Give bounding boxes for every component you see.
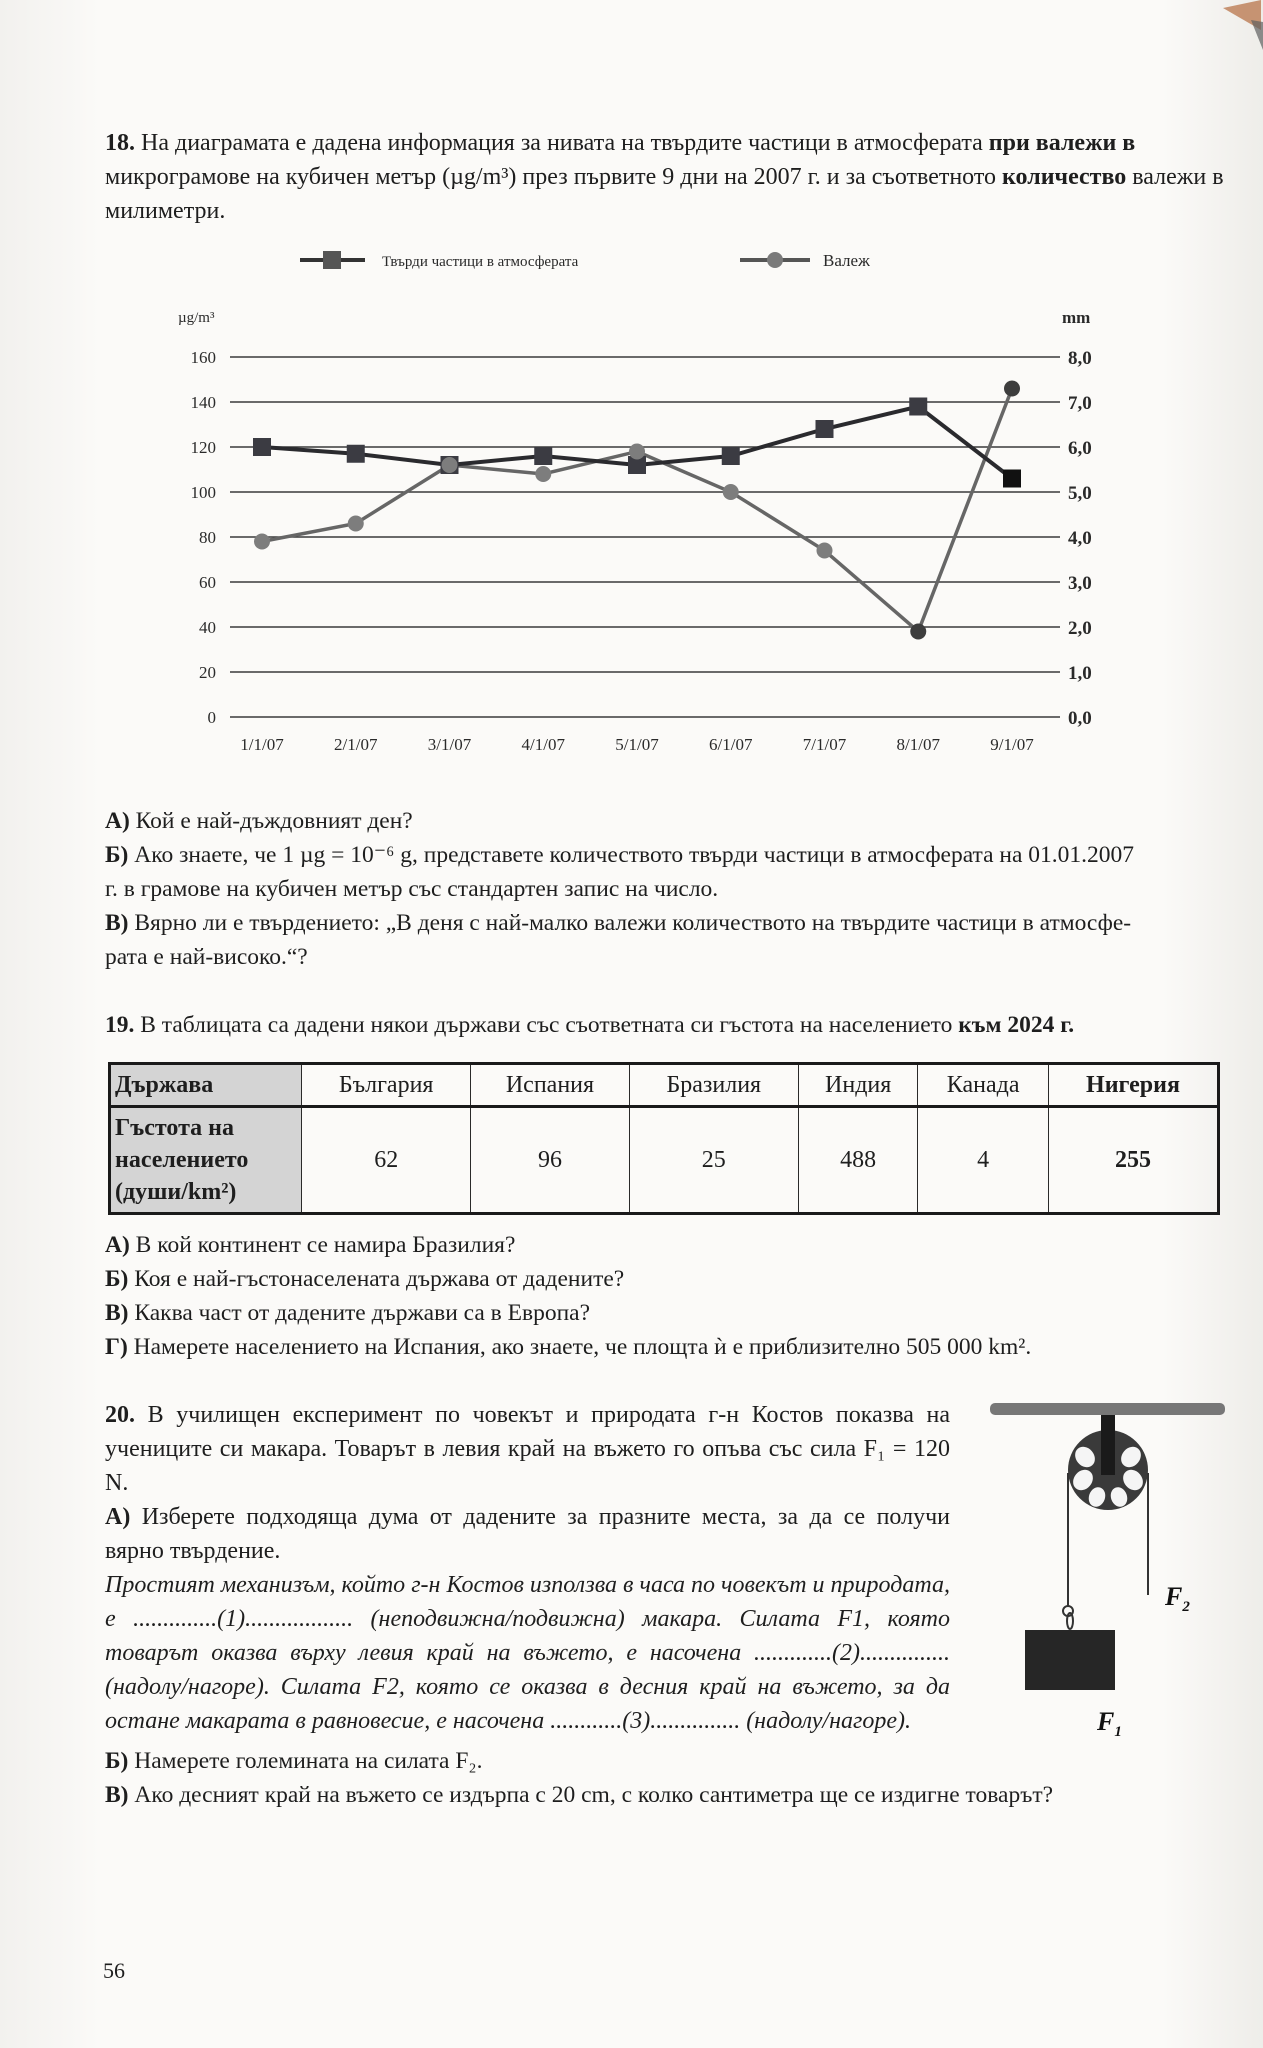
country-cell: Бразилия bbox=[629, 1064, 799, 1107]
q20-question-c: В) Ако десният край на въжето се издърпа с 20 cm, с колко сантиметра ще се издигне товарът? bbox=[105, 1782, 1054, 1808]
right-tick-label: 7,0 bbox=[1068, 393, 1092, 414]
left-axis-unit: µg/m³ bbox=[178, 310, 215, 326]
precipitation-point bbox=[442, 457, 458, 473]
f1-label: $F_1$ bbox=[1097, 1707, 1122, 1740]
page-number: 56 bbox=[103, 1958, 125, 1983]
q18-question-b: Б) Ако знаете, че 1 µg = 10⁻⁶ g, представете количеството твърди частици в атмосферата на 01.01.2007 bbox=[105, 842, 1135, 868]
legend-label-particulates: Твърди частици в атмосферата bbox=[382, 254, 579, 270]
q20-question-a: А) Изберете подходяща дума от дадените за празните места, за да се получи вярно твърдение. bbox=[105, 1504, 951, 1564]
precipitation-point bbox=[348, 516, 364, 532]
precipitation-point bbox=[629, 444, 645, 460]
x-tick-label: 6/1/07 bbox=[709, 735, 753, 754]
density-cell: 96 bbox=[471, 1107, 629, 1214]
density-cell: 255 bbox=[1048, 1107, 1218, 1214]
f2-label: $F_2$ bbox=[1165, 1582, 1190, 1615]
precipitation-line bbox=[262, 389, 1012, 632]
density-cell: 25 bbox=[629, 1107, 799, 1214]
q18-question-c: В) Вярно ли е твърдението: „В деня с най-малко валежи количеството на твърдите частици в атмосфе- bbox=[105, 910, 1132, 936]
pulley-diagram bbox=[975, 1385, 1235, 1745]
left-tick-label: 120 bbox=[190, 438, 216, 457]
x-tick-label: 5/1/07 bbox=[615, 735, 659, 754]
particulates-point bbox=[1003, 470, 1021, 488]
q20-text bbox=[105, 1398, 950, 1738]
q19-intro: 19. В таблицата са дадени някои държави със съответната си гъстота на населението към 2024 г. bbox=[105, 1012, 1075, 1038]
row-label: Гъстота на населението (души/km²) bbox=[110, 1107, 302, 1214]
right-tick-label: 3,0 bbox=[1068, 573, 1092, 594]
right-tick-label: 5,0 bbox=[1068, 483, 1092, 504]
particulates-point bbox=[909, 398, 927, 416]
q18-intro: 18. На диаграмата е дадена информация за нивата на твърдите частици в атмосферата при валежи в микрограмове на кубичен метър (µg/m³) през първите 9 дни на 2007 г. и за съответното количество валежи в милиметри. bbox=[105, 130, 1224, 224]
q18-question-b-cont: г. в грамове на кубичен метър със стандартен запис на число. bbox=[105, 876, 719, 902]
x-tick-label: 4/1/07 bbox=[521, 735, 565, 754]
x-tick-label: 3/1/07 bbox=[427, 735, 472, 754]
left-tick-label: 100 bbox=[190, 483, 216, 502]
particulates-point bbox=[816, 420, 834, 438]
right-tick-label: 6,0 bbox=[1068, 438, 1092, 459]
precipitation-point bbox=[254, 534, 270, 550]
load-block bbox=[1025, 1630, 1115, 1690]
table-header-row bbox=[110, 1064, 1219, 1107]
population-density-table bbox=[108, 1062, 1220, 1215]
q19-question-c: В) Каква част от дадените държави са в Европа? bbox=[105, 1300, 591, 1326]
country-cell: България bbox=[302, 1064, 471, 1107]
q19-question-b: Б) Коя е най-гъстонаселената държава от дадените? bbox=[105, 1266, 625, 1292]
left-tick-label: 0 bbox=[207, 708, 216, 727]
particulates-point bbox=[722, 447, 740, 465]
line-chart bbox=[150, 240, 1100, 780]
header-label: Държава bbox=[110, 1064, 302, 1107]
q18-question-c-cont: рата е най-високо.“? bbox=[105, 944, 308, 970]
country-cell: Испания bbox=[471, 1064, 629, 1107]
precipitation-point bbox=[723, 484, 739, 500]
country-cell: Канада bbox=[918, 1064, 1049, 1107]
right-tick-label: 1,0 bbox=[1068, 663, 1092, 684]
q20-intro: 20. В училищен експеримент по човекът и природата г-н Костов показва на учениците си макара. Товарът в левия край на въжето го опъва със сила F₁ = 120 N. bbox=[105, 1402, 950, 1496]
right-tick-label: 8,0 bbox=[1068, 348, 1092, 369]
right-tick-label: 0,0 bbox=[1068, 708, 1092, 729]
ceiling-beam bbox=[990, 1403, 1225, 1415]
circle-marker-icon bbox=[767, 252, 783, 268]
x-tick-label: 9/1/07 bbox=[990, 735, 1034, 754]
q20-fill-in-text: Простият механизъм, който г-н Костов използва в часа по човекът и природата, е ..............(1).................. (неподвижна/подвижна) макара. Силата F1, която товарът оказва върху левия край на въжето, е насочена .............(2)............... (надолу/нагоре). Силата F2, която се оказва в десния край на въжето, за да остане макарата в равновесие, е насочена ............(3)............... (надолу/нагоре). bbox=[105, 1572, 950, 1734]
precipitation-point bbox=[910, 624, 926, 640]
particulates-point bbox=[347, 445, 365, 463]
density-cell: 62 bbox=[302, 1107, 471, 1214]
country-cell: Нигерия bbox=[1048, 1064, 1218, 1107]
q19-question-d: Г) Намерете населението на Испания, ако знаете, че площта ѝ е приблизително 505 000 km². bbox=[105, 1334, 1032, 1360]
page-corner-fold bbox=[1203, 0, 1263, 60]
density-cell: 488 bbox=[799, 1107, 918, 1214]
right-axis-unit: mm bbox=[1062, 308, 1091, 327]
precipitation-point bbox=[817, 543, 833, 559]
q18-question-a: А) Кой е най-дъждовният ден? bbox=[105, 808, 413, 834]
x-tick-label: 2/1/07 bbox=[334, 735, 378, 754]
left-tick-label: 140 bbox=[190, 393, 216, 412]
particulates-point bbox=[253, 438, 271, 456]
left-tick-label: 20 bbox=[199, 663, 216, 682]
q19-question-a: А) В кой континент се намира Бразилия? bbox=[105, 1232, 516, 1258]
precipitation-point bbox=[1004, 381, 1020, 397]
country-cell: Индия bbox=[799, 1064, 918, 1107]
x-tick-label: 7/1/07 bbox=[802, 735, 847, 754]
legend-label-precipitation: Валеж bbox=[823, 251, 870, 270]
left-tick-label: 60 bbox=[199, 573, 216, 592]
left-tick-label: 40 bbox=[199, 618, 216, 637]
pulley-wheel-icon bbox=[1068, 1415, 1148, 1510]
precipitation-point bbox=[535, 466, 551, 482]
x-tick-label: 1/1/07 bbox=[240, 735, 284, 754]
square-marker-icon bbox=[323, 251, 341, 269]
particulates-precipitation-chart bbox=[150, 240, 1100, 780]
table-row bbox=[110, 1107, 1219, 1214]
density-cell: 4 bbox=[918, 1107, 1049, 1214]
q20-question-b: Б) Намерете големината на силата F₂. bbox=[105, 1748, 483, 1774]
right-tick-label: 2,0 bbox=[1068, 618, 1092, 639]
left-tick-label: 160 bbox=[190, 348, 216, 367]
x-tick-label: 8/1/07 bbox=[896, 735, 940, 754]
right-tick-label: 4,0 bbox=[1068, 528, 1092, 549]
particulates-point bbox=[534, 447, 552, 465]
left-tick-label: 80 bbox=[199, 528, 216, 547]
